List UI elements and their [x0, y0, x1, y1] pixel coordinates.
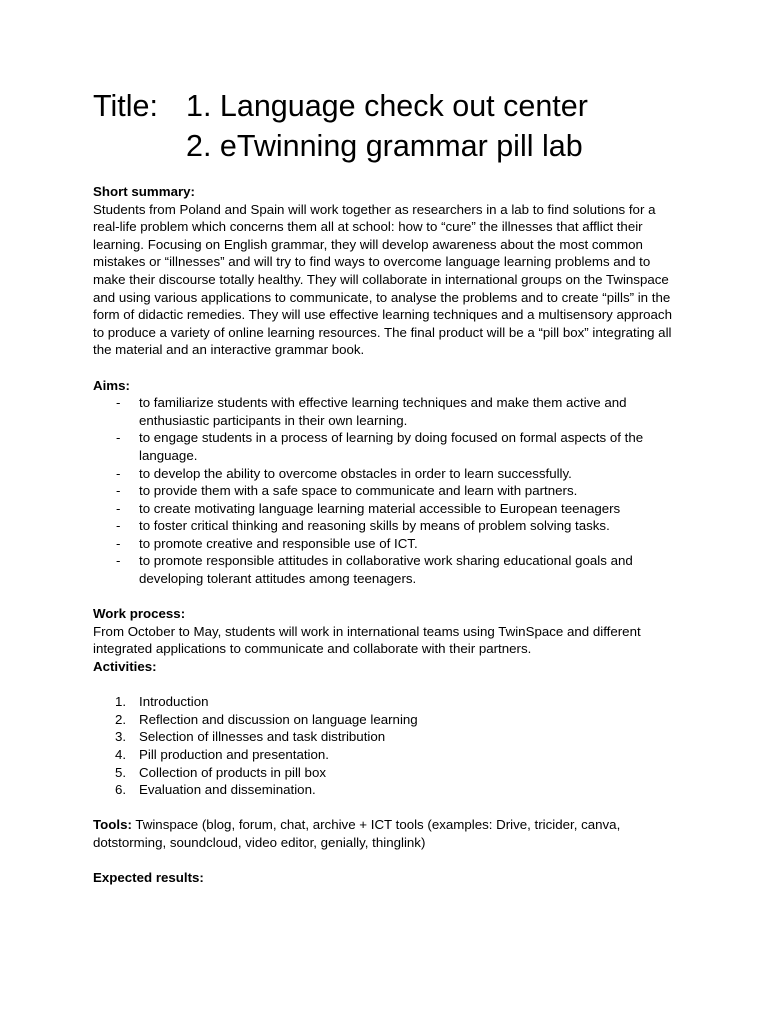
bullet-dash: -: [116, 518, 121, 534]
aims-item: [93, 465, 683, 483]
title-row-2: [93, 126, 588, 166]
title-label: Title:: [93, 89, 158, 123]
activities-heading: Activities:: [93, 659, 157, 675]
bullet-dash: -: [116, 553, 121, 569]
document-body: [93, 183, 683, 887]
aims-list: [93, 394, 683, 588]
aims-item-text: to promote responsible attitudes in collaborative work sharing educational goals and developing tolerant attitudes among teenagers.: [139, 553, 633, 587]
activity-item: [93, 764, 683, 782]
aims-item: [93, 552, 683, 587]
activity-number: 4.: [115, 747, 127, 762]
tools-text: Twinspace (blog, forum, chat, archive + ICT tools (examples: Drive, tricider, canva, dotstorming, soundcloud, video editor, genially, thinglink): [93, 817, 621, 850]
aims-item-text: to develop the ability to overcome obstacles in order to learn successfully.: [139, 465, 572, 481]
aims-item: [93, 429, 683, 464]
activity-number: 3.: [115, 729, 127, 745]
activity-text: Pill production and presentation.: [139, 747, 329, 762]
aims-item: [93, 535, 683, 553]
aims-item-text: to foster critical thinking and reasoning skills by means of problem solving tasks.: [139, 518, 610, 534]
tools-paragraph: [93, 816, 683, 851]
bullet-dash: -: [116, 430, 121, 446]
activity-item: [93, 728, 683, 746]
aims-item-text: to engage students in a process of learning by doing focused on formal aspects of the language.: [139, 430, 644, 463]
spacer: [93, 588, 683, 606]
title-line-2: 2. eTwinning grammar pill lab: [186, 129, 583, 163]
spacer: [93, 359, 683, 377]
spacer: [93, 799, 683, 817]
aims-item: [93, 482, 683, 500]
activity-item: [93, 693, 683, 711]
bullet-dash: -: [116, 500, 121, 516]
activity-number: 5.: [115, 764, 127, 780]
aims-item-text: to provide them with a safe space to communicate and learn with partners.: [139, 483, 578, 499]
tools-heading: Tools:: [93, 817, 132, 833]
activity-text: Collection of products in pill box: [139, 764, 326, 780]
activity-item: [93, 746, 683, 764]
aims-heading: Aims:: [93, 377, 130, 393]
activity-text: Introduction: [139, 694, 209, 710]
activity-text: Reflection and discussion on language learning: [139, 711, 418, 727]
activity-item: [93, 711, 683, 729]
aims-item: [93, 394, 683, 429]
bullet-dash: -: [116, 395, 121, 411]
aims-item-text: to create motivating language learning material accessible to European teenagers: [139, 500, 621, 516]
spacer: [93, 852, 683, 870]
work-process-heading: Work process:: [93, 606, 186, 622]
spacer: [93, 676, 683, 694]
summary-text: Students from Poland and Spain will work together as researchers in a lab to find solutions for a real-life problem which concerns them all at school: how to “cure” the illnesses that afflict their learning. Focusing on English grammar, they will develop awareness about the most common mistakes or “illnesses” and will try to find ways to overcome language learning problems and to make their discourse totally healthy. They will collaborate in international groups on the Twinspace and using various applications to communicate, to analyse the problems and to create “pills” in the form of didactic remedies. They will use effective learning techniques and a multisensory approach to produce a variety of online learning resources. The final product will be a “pill box” integrating all the material and an interactive grammar book.: [93, 201, 672, 358]
title-line-1: 1. Language check out center: [186, 89, 588, 123]
activity-number: 1.: [115, 694, 127, 710]
title-row-1: [93, 86, 588, 126]
summary-heading: Short summary:: [93, 184, 195, 199]
activity-number: 6.: [115, 782, 127, 798]
aims-item-text: to familiarize students with effective learning techniques and make them active and enthusiastic participants in their own learning.: [139, 395, 627, 428]
document-title: [93, 86, 588, 166]
aims-item-text: to promote creative and responsible use of ICT.: [139, 535, 418, 551]
activity-text: Evaluation and dissemination.: [139, 782, 316, 798]
activity-text: Selection of illnesses and task distribution: [139, 729, 386, 745]
bullet-dash: -: [116, 483, 121, 499]
aims-item: [93, 500, 683, 518]
activity-number: 2.: [115, 711, 127, 727]
title-label-spacer: [93, 126, 186, 166]
bullet-dash: -: [116, 465, 121, 481]
expected-results-heading: Expected results:: [93, 870, 204, 886]
activities-list: [93, 693, 683, 799]
bullet-dash: -: [116, 535, 121, 551]
activity-item: [93, 781, 683, 799]
aims-item: [93, 517, 683, 535]
work-process-text: From October to May, students will work in international teams using TwinSpace and different integrated applications to communicate and collaborate with their partners.: [93, 623, 641, 657]
